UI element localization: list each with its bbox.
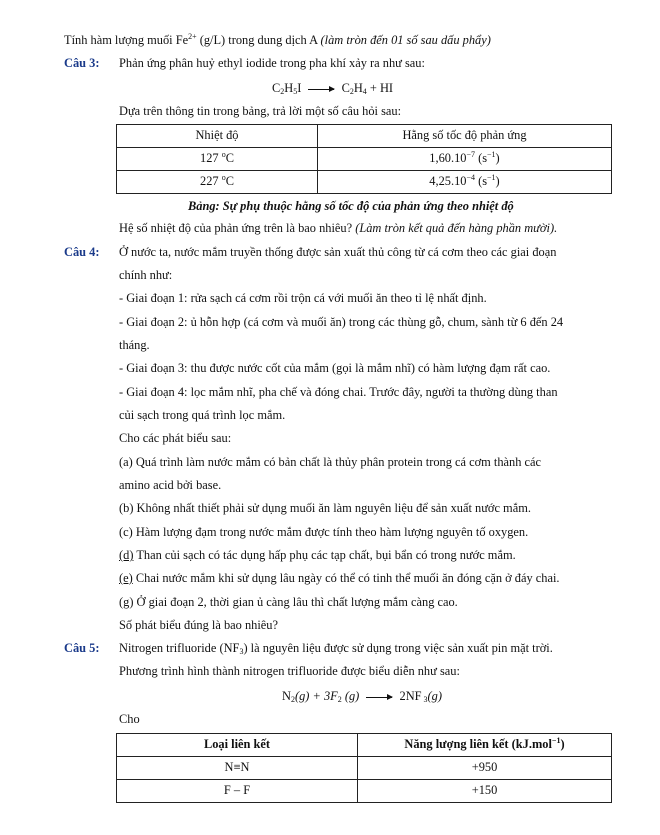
question-5-label: Câu 5:	[64, 641, 100, 655]
rate-cell: $4,25.10^{-4}$ $(s^{-1})$	[318, 171, 612, 194]
q4-line: củi sạch trong quá trình lọc mắm.	[119, 408, 286, 422]
q4-statement-c: (c) Hàm lượng đạm trong nước mắm được tính theo hàm lượng nguyên tố oxygen.	[119, 525, 529, 539]
q5-line-2: Phương trình hình thành nitrogen trifluoride được biểu diễn như sau:	[119, 664, 460, 678]
rate-constant-table	[116, 124, 612, 194]
temp-cell: 127 $^o$C	[117, 148, 318, 171]
fe-line-text: Tính hàm lượng muối Fe	[64, 33, 189, 47]
q4-statement-b: (b) Không nhất thiết phải sử dụng muối ăn làm nguyên liệu để sản xuất nước mắm.	[119, 501, 531, 515]
question-3-equation: $C_2H_5I$ $C_2H_4$ + HI	[272, 81, 394, 96]
question-5-equation: $N_2(g) + 3F_2$ (g) 2NF $_3$(g)	[282, 689, 442, 704]
temp-cell: 227 $^o$C	[117, 171, 318, 194]
q4-line: tháng.	[119, 338, 150, 352]
q4-line: - Giai đoạn 2: ủ hỗn hợp (cá cơm và muối ăn) trong các thùng gỗ, chum, sành từ 6 đến 24	[119, 315, 564, 329]
energy-cell: +950	[358, 757, 612, 780]
question-3-lead: Dựa trên thông tin trong bảng, trả lời một số câu hỏi sau:	[119, 104, 402, 118]
q4-line: Ở nước ta, nước mắm truyền thống được sản xuất thủ công từ cá cơm theo các giai đoạn	[119, 245, 557, 259]
reaction-arrow-icon	[366, 697, 392, 698]
bond-energy-table	[116, 733, 612, 803]
q4-statement-e: (e) Chai nước mắm khi sử dụng lâu ngày có thể có tinh thể muối ăn đóng cặn ở đáy chai.	[119, 571, 560, 585]
fe-line-unit: (g/L) trong dung dịch A	[196, 33, 321, 47]
q4-line: - Giai đoạn 4: lọc mắm nhĩ, pha chế và đóng chai. Trước đây, người ta thường dùng than	[119, 385, 558, 399]
table-row	[117, 171, 612, 194]
question-4-label: Câu 4:	[64, 245, 100, 259]
table-header-row	[117, 734, 612, 757]
header-temperature: Nhiệt độ	[117, 125, 318, 148]
bond-cell: F – F	[117, 780, 358, 803]
q4-statement-d: (d) Than củi sạch có tác dụng hấp phụ các tạp chất, bụi bẩn có trong nước mắm.	[119, 548, 516, 562]
question-3-question: Hệ số nhiệt độ của phản ứng trên là bao nhiêu? (Làm tròn kết quả đến hàng phần mười).	[119, 221, 558, 235]
fe-line-note: (làm tròn đến 01 số sau dấu phẩy)	[320, 33, 491, 47]
q4-line: - Giai đoạn 1: rửa sạch cá cơm rồi trộn cá với muối ăn theo tỉ lệ nhất định.	[119, 291, 487, 305]
q5-cho: Cho	[119, 712, 140, 726]
q4-line: Cho các phát biểu sau:	[119, 431, 232, 445]
table-row	[117, 780, 612, 803]
fe-charge: 2+	[188, 32, 197, 41]
table-header-row	[117, 125, 612, 148]
q4-statement-a-cont: amino acid bởi base.	[119, 478, 222, 492]
rate-cell: $1,60.10^{-7}$ $(s^{-1})$	[318, 148, 612, 171]
q4-statement-a: (a) Quá trình làm nước mắm có bản chất là thủy phân protein trong cá cơm thành các	[119, 455, 542, 469]
header-bond-energy: Năng lượng liên kết (kJ.mol$^{-1}$)	[358, 734, 612, 757]
table-caption: Bảng: Sự phụ thuộc hằng số tốc độ của phản ứng theo nhiệt độ	[188, 199, 514, 213]
table-row	[117, 757, 612, 780]
header-bond-type: Loại liên kết	[117, 734, 358, 757]
reaction-arrow-icon	[308, 89, 334, 90]
q4-line: chính như:	[119, 268, 173, 282]
q4-line: - Giai đoạn 3: thu được nước cốt của mắm (gọi là mắm nhĩ) có hàm lượng đạm rất cao.	[119, 361, 551, 375]
header-rate-constant: Hằng số tốc độ phản ứng	[318, 125, 612, 148]
q4-statement-g: (g) Ở giai đoạn 2, thời gian ủ càng lâu thì chất lượng mắm càng cao.	[119, 595, 458, 609]
energy-cell: +150	[358, 780, 612, 803]
question-3-label: Câu 3:	[64, 56, 100, 70]
table-row	[117, 148, 612, 171]
fe-content-line	[64, 33, 491, 49]
bond-cell: N≡N	[117, 757, 358, 780]
question-3-intro: Phản ứng phân huỷ ethyl iodide trong pha khí xảy ra như sau:	[119, 56, 425, 70]
q5-line-1: Nitrogen trifluoride $(NF_3)$ là nguyên liệu được sử dụng trong việc sản xuất pin mặt trời.	[119, 641, 553, 656]
q4-question: Số phát biểu đúng là bao nhiêu?	[119, 618, 278, 632]
